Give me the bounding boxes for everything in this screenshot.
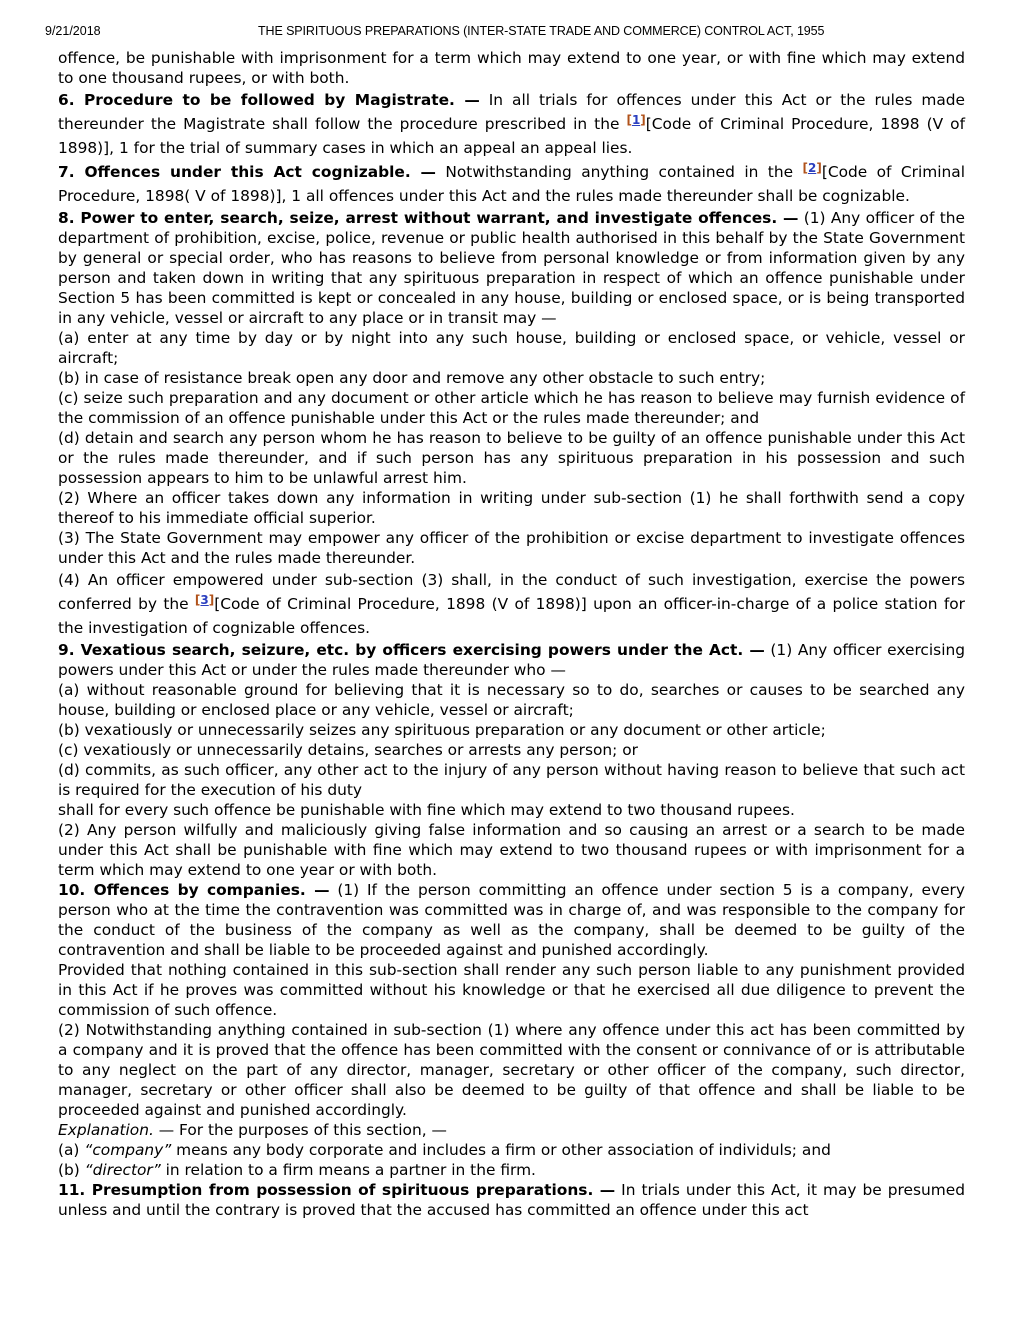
section-9-subsection-2: (2) Any person wilfully and maliciously giving false information and so causing an arrest or a search to be made under this Act shall be punishable with fine which may extend to two thousand rupees or with imprisonment for a term which may extend to one year or with both. — [58, 821, 965, 879]
section-9-heading: 9. Vexatious search, seizure, etc. by officers exercising powers under the Act. — — [58, 641, 765, 659]
section-11-heading: 11. Presumption from possession of spirituous preparations. — — [58, 1181, 616, 1199]
section-10: 10. Offences by companies. — (1) If the person committing an offence under section 5 is a company, every person who at the time the contravention was committed was in charge of, and was responsible to the company for the conduct of the business of the company as well as the company, shall be deemed to be guilty of the contravention and shall be liable to be proceeded against and punished accordingly. — [58, 881, 965, 959]
section-8: 8. Power to enter, search, seize, arrest without warrant, and investigate offences. — (1) Any officer of the department of prohibition, excise, police, revenue or public health authorised in this behalf by the State Government by general or special order, who has reasons to believe from personal knowledge or from information given by any person and taken down in writing that any spirituous preparation in respect of which an offence punishable under Section 5 has been committed is kept or concealed in any house, building or enclosed space, or is being transported in any vehicle, vessel or aircraft to any place or in transit may — — [58, 209, 965, 327]
footnote-1-link[interactable]: [1] — [626, 113, 646, 127]
section-6-heading: 6. Procedure to be followed by Magistrate. — — [58, 91, 480, 109]
section-9-clause-d: (d) commits, as such officer, any other act to the injury of any person without having reason to believe that such act is required for the execution of his duty — [58, 761, 965, 799]
section-9-clause-a: (a) without reasonable ground for believing that it is necessary so to do, searches or causes to be searched any house, building or enclosed place or any vehicle, vessel or aircraft; — [58, 681, 965, 719]
section-9-penalty: shall for every such offence be punishable with fine which may extend to two thousand rupees. — [58, 801, 795, 819]
section-8-clause-b: (b) in case of resistance break open any door and remove any other obstacle to such entry; — [58, 369, 766, 387]
section-8-heading: 8. Power to enter, search, seize, arrest without warrant, and investigate offences. — — [58, 209, 799, 227]
act-body — [58, 48, 965, 1220]
document-title: THE SPIRITUOUS PREPARATIONS (INTER-STATE TRADE AND COMMERCE) CONTROL ACT, 1955 — [258, 24, 825, 38]
section-8-subsection-4: (4) An officer empowered under sub-section (3) shall, in the conduct of such investigation, exercise the powers conferred by the [3][Code of Criminal Procedure, 1898 (V of 1898)] upon an officer-in-charge of a police station for the investigation of cognizable offences. — [58, 571, 965, 637]
print-date: 9/21/2018 — [45, 24, 101, 38]
section-10-heading: 10. Offences by companies. — — [58, 881, 330, 899]
section-6: 6. Procedure to be followed by Magistrate. — In all trials for offences under this Act or the rules made thereunder the Magistrate shall follow the procedure prescribed in the [1][Code of Criminal Procedure, 1898 (V of 1898)], 1 for the trial of summary cases in which an appeal an appeal lies. — [58, 91, 965, 157]
section-7-heading: 7. Offences under this Act cognizable. — — [58, 163, 436, 181]
section-10-definition-company: (a) “company” means any body corporate and includes a firm or other association of individuls; and — [58, 1141, 831, 1159]
section-9: 9. Vexatious search, seizure, etc. by officers exercising powers under the Act. — (1) Any officer exercising powers under this Act or under the rules made thereunder who — — [58, 641, 965, 679]
paragraph-continuation: offence, be punishable with imprisonment for a term which may extend to one year, or with fine which may extend to one thousand rupees, or with both. — [58, 49, 965, 87]
footnote-2-link[interactable]: [2] — [802, 161, 822, 175]
section-9-clause-c: (c) vexatiously or unnecessarily detains, searches or arrests any person; or — [58, 741, 638, 759]
section-10-definition-director: (b) “director” in relation to a firm means a partner in the firm. — [58, 1161, 536, 1179]
section-8-subsection-2: (2) Where an officer takes down any information in writing under sub-section (1) he shall forthwith send a copy thereof to his immediate official superior. — [58, 489, 965, 527]
section-10-explanation: Explanation. — For the purposes of this section, — — [58, 1121, 447, 1139]
section-8-clause-d: (d) detain and search any person whom he has reason to believe to be guilty of an offence punishable under this Act or the rules made thereunder, and if such person has any spirituous preparation in his possession and such possession appears to him to be unlawful arrest him. — [58, 429, 965, 487]
section-8-clause-a: (a) enter at any time by day or by night into any such house, building or enclosed space, or vehicle, vessel or aircraft; — [58, 329, 965, 367]
section-10-proviso: Provided that nothing contained in this sub-section shall render any such person liable to any punishment provided in this Act if he proves was committed without his knowledge or that he exercised all due diligence to prevent the commission of such offence. — [58, 961, 965, 1019]
section-8-subsection-3: (3) The State Government may empower any officer of the prohibition or excise department to investigate offences under this Act and the rules made thereunder. — [58, 529, 965, 567]
section-8-clause-c: (c) seize such preparation and any document or other article which he has reason to believe may furnish evidence of the commission of an offence punishable under this Act or the rules made thereunder; and — [58, 389, 965, 427]
footnote-3-link[interactable]: [3] — [194, 593, 215, 607]
page-header — [0, 24, 1020, 40]
section-7: 7. Offences under this Act cognizable. — Notwithstanding anything contained in the [2][Code of Criminal Procedure, 1898( V of 1898)], 1 all offences under this Act and the rules made thereunder shall be cognizable. — [58, 161, 965, 205]
section-11: 11. Presumption from possession of spirituous preparations. — In trials under this Act, it may be presumed unless and until the contrary is proved that the accused has committed an offence under this act — [58, 1181, 965, 1219]
section-10-subsection-2: (2) Notwithstanding anything contained in sub-section (1) where any offence under this act has been committed by a company and it is proved that the offence has been committed with the consent or connivance of or is attributable to any neglect on the part of any director, manager, secretary or other officer of the company, such director, manager, secretary or other officer shall also be deemed to be guilty of that offence and shall be liable to be proceeded against and punished accordingly. — [58, 1021, 965, 1119]
section-9-clause-b: (b) vexatiously or unnecessarily seizes any spirituous preparation or any document or other article; — [58, 721, 826, 739]
